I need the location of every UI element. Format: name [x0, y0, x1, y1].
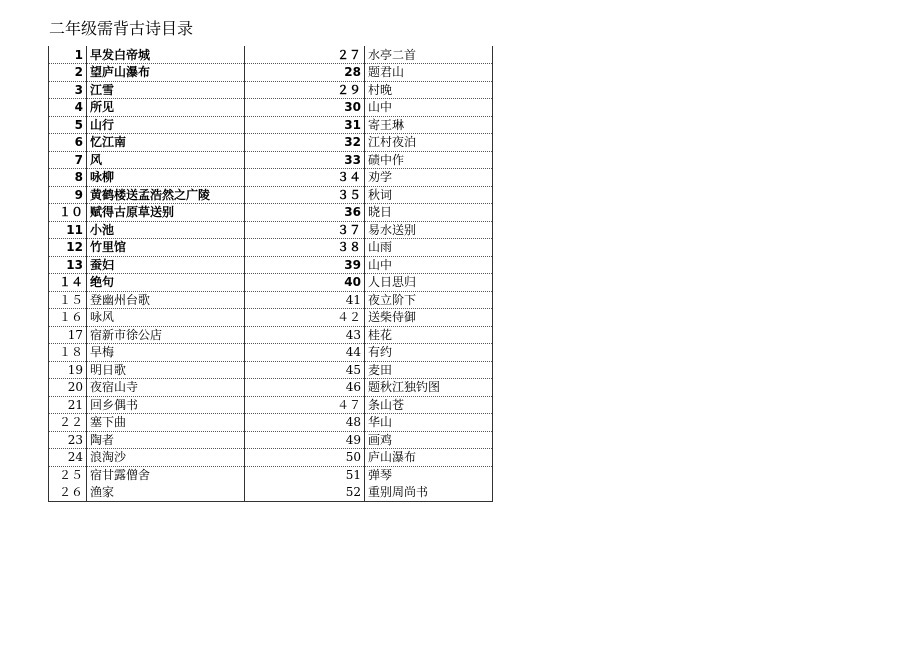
table-row: [49, 116, 493, 134]
table-row: [49, 64, 493, 82]
right-number: 32: [245, 134, 365, 152]
right-number: 52: [245, 484, 365, 502]
right-number: 28: [245, 64, 365, 82]
left-poem-title: 忆江南: [87, 134, 245, 152]
left-poem-title: 江雪: [87, 81, 245, 99]
left-number: 9: [49, 186, 87, 204]
left-number: 1: [49, 46, 87, 64]
table-row: [49, 466, 493, 484]
table-row: [49, 484, 493, 502]
left-number: １６: [49, 309, 87, 327]
left-poem-title: 蚕妇: [87, 256, 245, 274]
left-number: ２５: [49, 466, 87, 484]
left-poem-title: 所见: [87, 99, 245, 117]
right-number: ２９: [245, 81, 365, 99]
table-row: [49, 99, 493, 117]
right-poem-title: 夜立阶下: [365, 291, 493, 309]
right-number: 36: [245, 204, 365, 222]
left-number: 24: [49, 449, 87, 467]
table-row: [49, 449, 493, 467]
right-number: ３８: [245, 239, 365, 257]
left-poem-title: 明日歌: [87, 361, 245, 379]
left-poem-title: 早发白帝城: [87, 46, 245, 64]
right-poem-title: 重别周尚书: [365, 484, 493, 502]
left-poem-title: 望庐山瀑布: [87, 64, 245, 82]
right-number: 39: [245, 256, 365, 274]
left-poem-title: 咏柳: [87, 169, 245, 187]
right-number: ４２: [245, 309, 365, 327]
right-poem-title: 易水送别: [365, 221, 493, 239]
table-row: [49, 169, 493, 187]
right-poem-title: 题君山: [365, 64, 493, 82]
left-poem-title: 早梅: [87, 344, 245, 362]
table-row: [49, 431, 493, 449]
left-poem-title: 渔家: [87, 484, 245, 502]
right-number: 46: [245, 379, 365, 397]
left-number: 3: [49, 81, 87, 99]
table-row: [49, 361, 493, 379]
left-poem-title: 赋得古原草送别: [87, 204, 245, 222]
left-poem-title: 小池: [87, 221, 245, 239]
left-number: １８: [49, 344, 87, 362]
table-row: [49, 396, 493, 414]
right-number: 48: [245, 414, 365, 432]
table-row: [49, 256, 493, 274]
left-number: 2: [49, 64, 87, 82]
table-row: [49, 239, 493, 257]
table-row: [49, 204, 493, 222]
right-number: 31: [245, 116, 365, 134]
left-poem-title: 夜宿山寺: [87, 379, 245, 397]
right-poem-title: 秋词: [365, 186, 493, 204]
table-row: [49, 309, 493, 327]
left-number: ２２: [49, 414, 87, 432]
table-row: [49, 379, 493, 397]
right-number: ３５: [245, 186, 365, 204]
right-poem-title: 山中: [365, 99, 493, 117]
right-number: ４７: [245, 396, 365, 414]
right-poem-title: 碛中作: [365, 151, 493, 169]
left-number: １０: [49, 204, 87, 222]
table-row: [49, 326, 493, 344]
right-number: 33: [245, 151, 365, 169]
left-number: 5: [49, 116, 87, 134]
right-number: ３４: [245, 169, 365, 187]
right-poem-title: 劝学: [365, 169, 493, 187]
right-poem-title: 画鸡: [365, 431, 493, 449]
right-number: 40: [245, 274, 365, 292]
left-poem-title: 塞下曲: [87, 414, 245, 432]
left-poem-title: 风: [87, 151, 245, 169]
right-poem-title: 人日思归: [365, 274, 493, 292]
document-title: 二年级需背古诗目录: [49, 19, 194, 38]
right-number: ２７: [245, 46, 365, 64]
left-number: 12: [49, 239, 87, 257]
left-number: 13: [49, 256, 87, 274]
left-poem-title: 山行: [87, 116, 245, 134]
table-row: [49, 291, 493, 309]
right-poem-title: 山雨: [365, 239, 493, 257]
right-poem-title: 寄王琳: [365, 116, 493, 134]
right-number: 41: [245, 291, 365, 309]
table-row: [49, 151, 493, 169]
left-number: 23: [49, 431, 87, 449]
right-number: 51: [245, 466, 365, 484]
left-poem-title: 黄鹤楼送孟浩然之广陵: [87, 186, 245, 204]
poem-index-table: [48, 46, 493, 502]
right-poem-title: 弹琴: [365, 466, 493, 484]
right-poem-title: 条山苍: [365, 396, 493, 414]
poem-index-body: [49, 46, 493, 501]
table-row: [49, 414, 493, 432]
right-poem-title: 桂花: [365, 326, 493, 344]
table-row: [49, 46, 493, 64]
left-poem-title: 登幽州台歌: [87, 291, 245, 309]
right-poem-title: 送柴侍御: [365, 309, 493, 327]
left-poem-title: 绝句: [87, 274, 245, 292]
left-number: ２６: [49, 484, 87, 502]
right-poem-title: 村晚: [365, 81, 493, 99]
right-poem-title: 江村夜泊: [365, 134, 493, 152]
right-number: 50: [245, 449, 365, 467]
left-poem-title: 咏风: [87, 309, 245, 327]
right-poem-title: 山中: [365, 256, 493, 274]
left-number: 17: [49, 326, 87, 344]
left-poem-title: 竹里馆: [87, 239, 245, 257]
table-row: [49, 81, 493, 99]
left-number: 7: [49, 151, 87, 169]
left-number: 21: [49, 396, 87, 414]
left-number: １５: [49, 291, 87, 309]
left-number: 11: [49, 221, 87, 239]
left-number: 8: [49, 169, 87, 187]
right-number: 30: [245, 99, 365, 117]
table-row: [49, 274, 493, 292]
left-number: 20: [49, 379, 87, 397]
right-number: ３７: [245, 221, 365, 239]
table-row: [49, 186, 493, 204]
right-poem-title: 华山: [365, 414, 493, 432]
right-number: 49: [245, 431, 365, 449]
table-row: [49, 221, 493, 239]
right-number: 45: [245, 361, 365, 379]
left-number: １４: [49, 274, 87, 292]
left-number: 4: [49, 99, 87, 117]
left-poem-title: 浪淘沙: [87, 449, 245, 467]
left-poem-title: 回乡偶书: [87, 396, 245, 414]
right-poem-title: 麦田: [365, 361, 493, 379]
left-poem-title: 陶者: [87, 431, 245, 449]
table-row: [49, 344, 493, 362]
right-poem-title: 题秋江独钓图: [365, 379, 493, 397]
left-number: 19: [49, 361, 87, 379]
right-poem-title: 有约: [365, 344, 493, 362]
right-number: 44: [245, 344, 365, 362]
left-number: 6: [49, 134, 87, 152]
right-poem-title: 晓日: [365, 204, 493, 222]
table-row: [49, 134, 493, 152]
right-number: 43: [245, 326, 365, 344]
left-poem-title: 宿新市徐公店: [87, 326, 245, 344]
right-poem-title: 水亭二首: [365, 46, 493, 64]
left-poem-title: 宿甘露僧舍: [87, 466, 245, 484]
right-poem-title: 庐山瀑布: [365, 449, 493, 467]
